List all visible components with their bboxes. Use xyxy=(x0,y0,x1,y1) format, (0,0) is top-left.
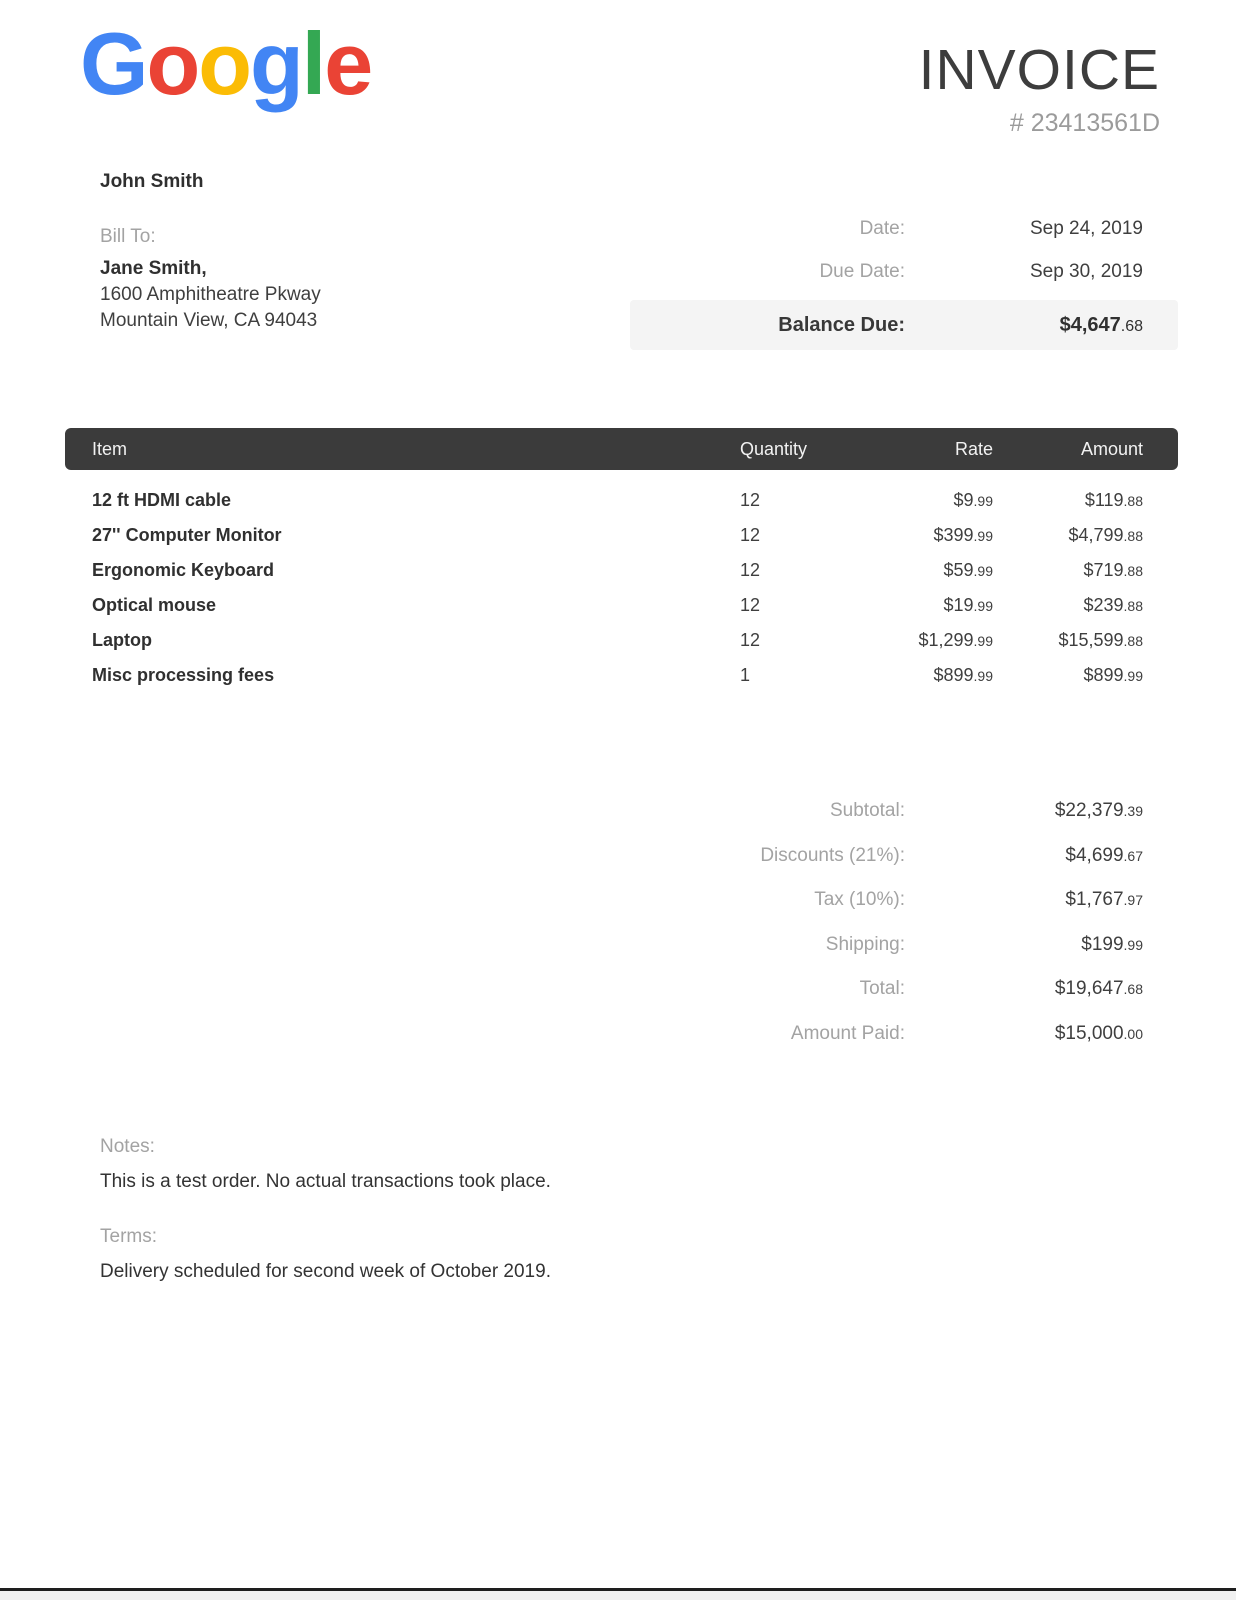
discounts-row xyxy=(620,834,1143,879)
total-value: $22,379.39 xyxy=(1054,800,1143,822)
quantity-cell: 1 xyxy=(740,665,751,685)
table-row xyxy=(65,518,1178,553)
total-value: $199.99 xyxy=(1081,933,1143,955)
items-table xyxy=(65,428,1178,693)
column-header-quantity: Quantity xyxy=(740,438,808,459)
invoice-number: # 23413561D xyxy=(1009,109,1160,137)
item-name-cell: Optical mouse xyxy=(92,595,217,615)
total-label: Total: xyxy=(859,978,905,1000)
tax-row xyxy=(620,878,1143,923)
items-table-header xyxy=(65,428,1178,470)
quantity-cell: 12 xyxy=(740,490,761,510)
total-label: Tax (10%): xyxy=(814,889,905,911)
rate-cell: $1,299.99 xyxy=(918,630,993,650)
logo-letter: g xyxy=(249,14,302,113)
logo-letter: o xyxy=(146,14,199,113)
rate-cell: $59.99 xyxy=(943,560,993,580)
terms-label: Terms: xyxy=(100,1226,157,1247)
bill-to-address-line1: 1600 Amphitheatre Pkway xyxy=(100,284,321,305)
google-logo xyxy=(80,16,371,113)
terms-section xyxy=(100,1226,551,1283)
bill-to-section xyxy=(100,224,321,334)
amount-cell: $4,799.88 xyxy=(1068,525,1143,545)
logo-letter: o xyxy=(198,14,250,113)
invoice-title-block xyxy=(918,38,1160,138)
quantity-cell: 12 xyxy=(740,560,761,580)
page-bottom-shade xyxy=(0,1591,1236,1600)
column-header-item: Item xyxy=(92,438,128,459)
sender-name: John Smith xyxy=(100,171,204,192)
subtotal-row xyxy=(620,789,1143,834)
due-date-label: Due Date: xyxy=(819,261,905,282)
bill-to-address-line2: Mountain View, CA 94043 xyxy=(100,310,318,331)
items-table-body xyxy=(65,483,1178,693)
notes-section xyxy=(100,1136,551,1193)
rate-cell: $9.99 xyxy=(953,490,993,510)
item-name-cell: Misc processing fees xyxy=(92,665,275,685)
total-label: Shipping: xyxy=(825,933,905,955)
rate-cell: $399.99 xyxy=(933,525,993,545)
amount-paid-row xyxy=(620,1012,1143,1057)
total-row xyxy=(620,967,1143,1012)
quantity-cell: 12 xyxy=(740,525,761,545)
invoice-title: INVOICE xyxy=(918,38,1160,102)
logo-letter: G xyxy=(80,14,147,113)
item-name-cell: 27'' Computer Monitor xyxy=(92,525,282,545)
quantity-cell: 12 xyxy=(740,595,761,615)
logo-letter: l xyxy=(301,14,325,113)
shipping-row xyxy=(620,923,1143,968)
table-row xyxy=(65,658,1178,693)
balance-amount-main: $4,647 xyxy=(1059,313,1121,336)
table-row xyxy=(65,623,1178,658)
due-date-value: Sep 30, 2019 xyxy=(1029,261,1143,282)
total-value: $1,767.97 xyxy=(1065,889,1143,911)
rate-cell: $899.99 xyxy=(933,665,993,685)
notes-text: This is a test order. No actual transactions took place. xyxy=(100,1171,551,1192)
due-date-row xyxy=(630,257,1178,287)
logo-letter: e xyxy=(324,14,372,113)
table-row xyxy=(65,588,1178,623)
item-name-cell: Ergonomic Keyboard xyxy=(92,560,275,580)
item-name-cell: Laptop xyxy=(92,630,152,650)
date-label: Date: xyxy=(859,218,905,239)
total-value: $4,699.67 xyxy=(1065,844,1143,866)
totals-section xyxy=(620,789,1143,1056)
date-value: Sep 24, 2019 xyxy=(1029,218,1143,239)
bill-to-label: Bill To: xyxy=(100,226,156,247)
column-header-amount: Amount xyxy=(1080,438,1143,459)
bill-to-name: Jane Smith, xyxy=(100,258,207,279)
balance-amount-cents: .68 xyxy=(1120,317,1143,335)
balance-due-value xyxy=(905,314,1178,337)
amount-cell: $719.88 xyxy=(1083,560,1143,580)
total-label: Amount Paid: xyxy=(790,1022,905,1044)
total-value: $15,000.00 xyxy=(1054,1022,1143,1044)
total-label: Subtotal: xyxy=(830,800,905,822)
terms-text: Delivery scheduled for second week of October 2019. xyxy=(100,1261,551,1282)
total-value: $19,647.68 xyxy=(1054,978,1143,1000)
total-label: Discounts (21%): xyxy=(760,844,905,866)
table-row xyxy=(65,483,1178,518)
invoice-meta-section xyxy=(630,214,1178,350)
notes-label: Notes: xyxy=(100,1136,155,1157)
date-row xyxy=(630,214,1178,244)
balance-due-box xyxy=(630,300,1178,350)
rate-cell: $19.99 xyxy=(943,595,993,615)
quantity-cell: 12 xyxy=(740,630,761,650)
table-row xyxy=(65,553,1178,588)
column-header-rate: Rate xyxy=(954,438,993,459)
amount-cell: $15,599.88 xyxy=(1058,630,1143,650)
amount-cell: $899.99 xyxy=(1083,665,1143,685)
balance-due-label: Balance Due: xyxy=(778,313,905,336)
amount-cell: $239.88 xyxy=(1083,595,1143,615)
amount-cell: $119.88 xyxy=(1084,490,1143,510)
item-name-cell: 12 ft HDMI cable xyxy=(92,490,232,510)
